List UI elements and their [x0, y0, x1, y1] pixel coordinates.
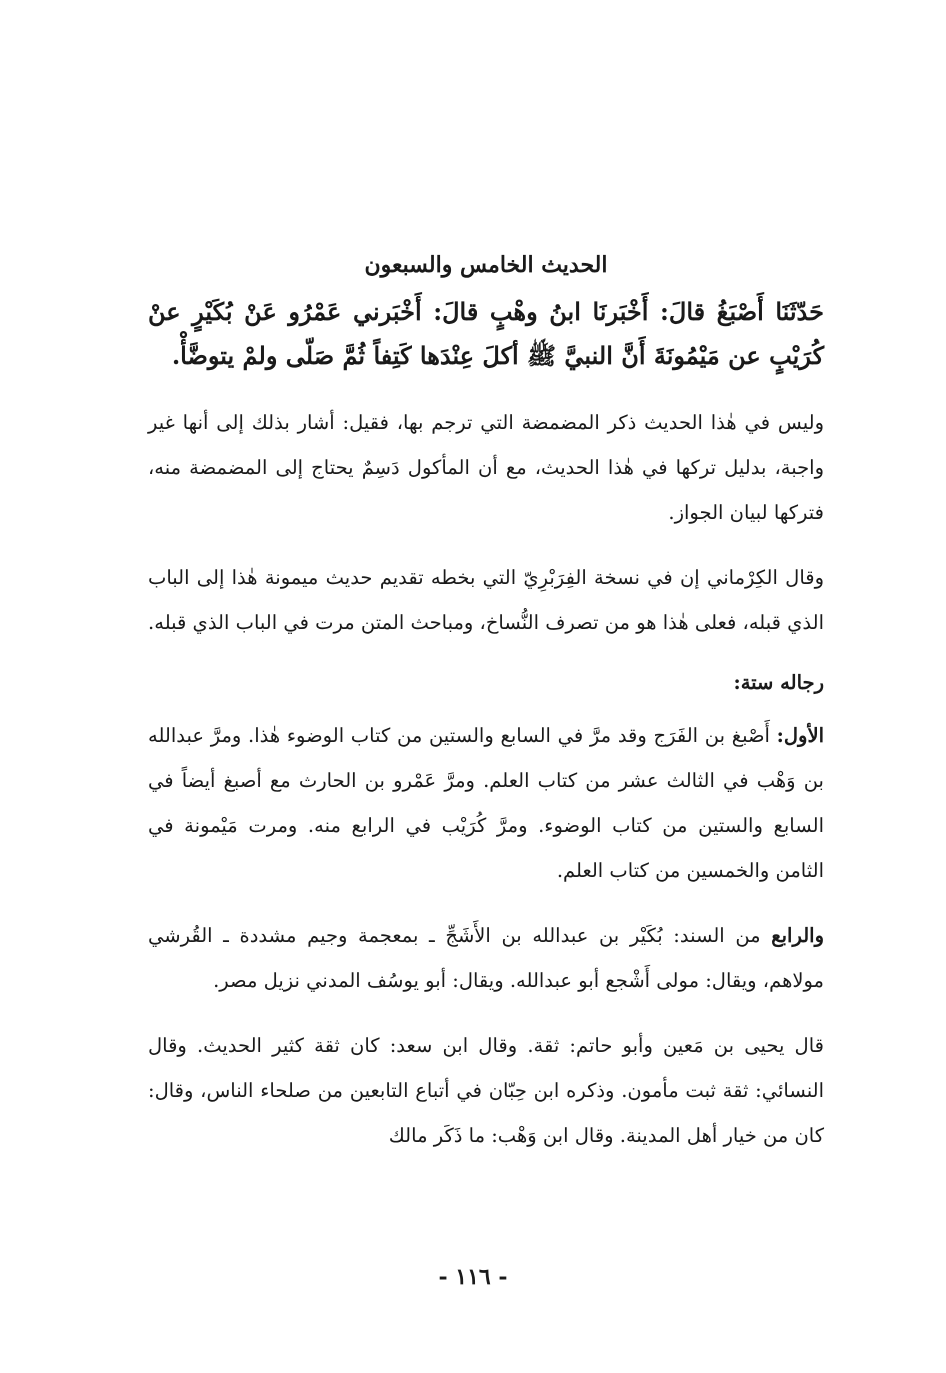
fourth-narrator-paragraph [148, 913, 824, 1003]
commentary-paragraph-2: وقال الكِرْماني إن في نسخة الفِرَبْرِيّ التي بخطه تقديم حديث ميمونة هٰذا إلى الباب الذي قبله، فعلى هٰذا هو من تصرف النُّساخ، ومباحث المتن مرت في الباب الذي قبله. [148, 566, 824, 634]
page-number: - ١١٦ - [438, 1264, 508, 1290]
narrators-heading: رجاله ستة: [733, 671, 824, 694]
hadith-text: حَدّثَنَا أَصْبَغُ قالَ: أَخْبَرنَا ابنُ وهْبٍ قالَ: أَخْبَرني عَمْرُو عَنْ بُكَيْرٍ عنْ كُرَيْبٍ عن مَيْمُونَةَ أَنَّ النبيَّ ﷺ أكلَ عِنْدَها كَتِفاً ثُمَّ صَلّى ولمْ يتوضَّأْ. [148, 297, 824, 370]
fourth-narrator-text: من السند: بُكَيْر بن عبدالله بن الأَشَجِّ ـ بمعجمة وجيم مشددة ـ القُرشي مولاهم، ويقال: مولى أَشْجع أبو عبدالله. ويقال: أبو يوسُف المدني نزيل مصر. [148, 924, 824, 992]
hadith-title: الحديث الخامس والسبعون [364, 252, 608, 278]
narrator-grading-paragraph: قال يحيى بن مَعين وأبو حاتم: ثقة. وقال ابن سعد: كان ثقة كثير الحديث. وقال النسائي: ثقة ثبت مأمون. وذكره ابن حِبّان في أتباع التابعين من صلحاء الناس، وقال: كان من خيار أهل المدينة. وقال ابن وَهْب: ما ذَكَر مالك [148, 1034, 824, 1147]
commentary-paragraph-1: وليس في هٰذا الحديث ذكر المضمضة التي ترجم بها، فقيل: أشار بذلك إلى أنها غير واجبة، بدليل تركها في هٰذا الحديث، مع أن المأكول دَسِمٌ يحتاج إلى المضمضة منه، فتركها لبيان الجواز. [148, 411, 824, 524]
first-narrator-lead: الأول: [776, 724, 824, 747]
first-narrator-text: أَصْبغ بن الفَرَج وقد مرَّ في السابع والستين من كتاب الوضوء هٰذا. ومرَّ عبدالله بن وَهْب في الثالث عشر من كتاب العلم. ومرَّ عَمْرو بن الحارث مع أصبغ أيضاً في السابع والستين من كتاب الوضوء. ومرَّ كُرَيْب في الرابع منه. ومرت مَيْمونة في الثامن والخمسين من كتاب العلم. [148, 724, 824, 882]
first-narrator-paragraph [148, 713, 824, 893]
fourth-narrator-lead: والرابع [771, 924, 824, 947]
page-body [148, 250, 824, 1178]
